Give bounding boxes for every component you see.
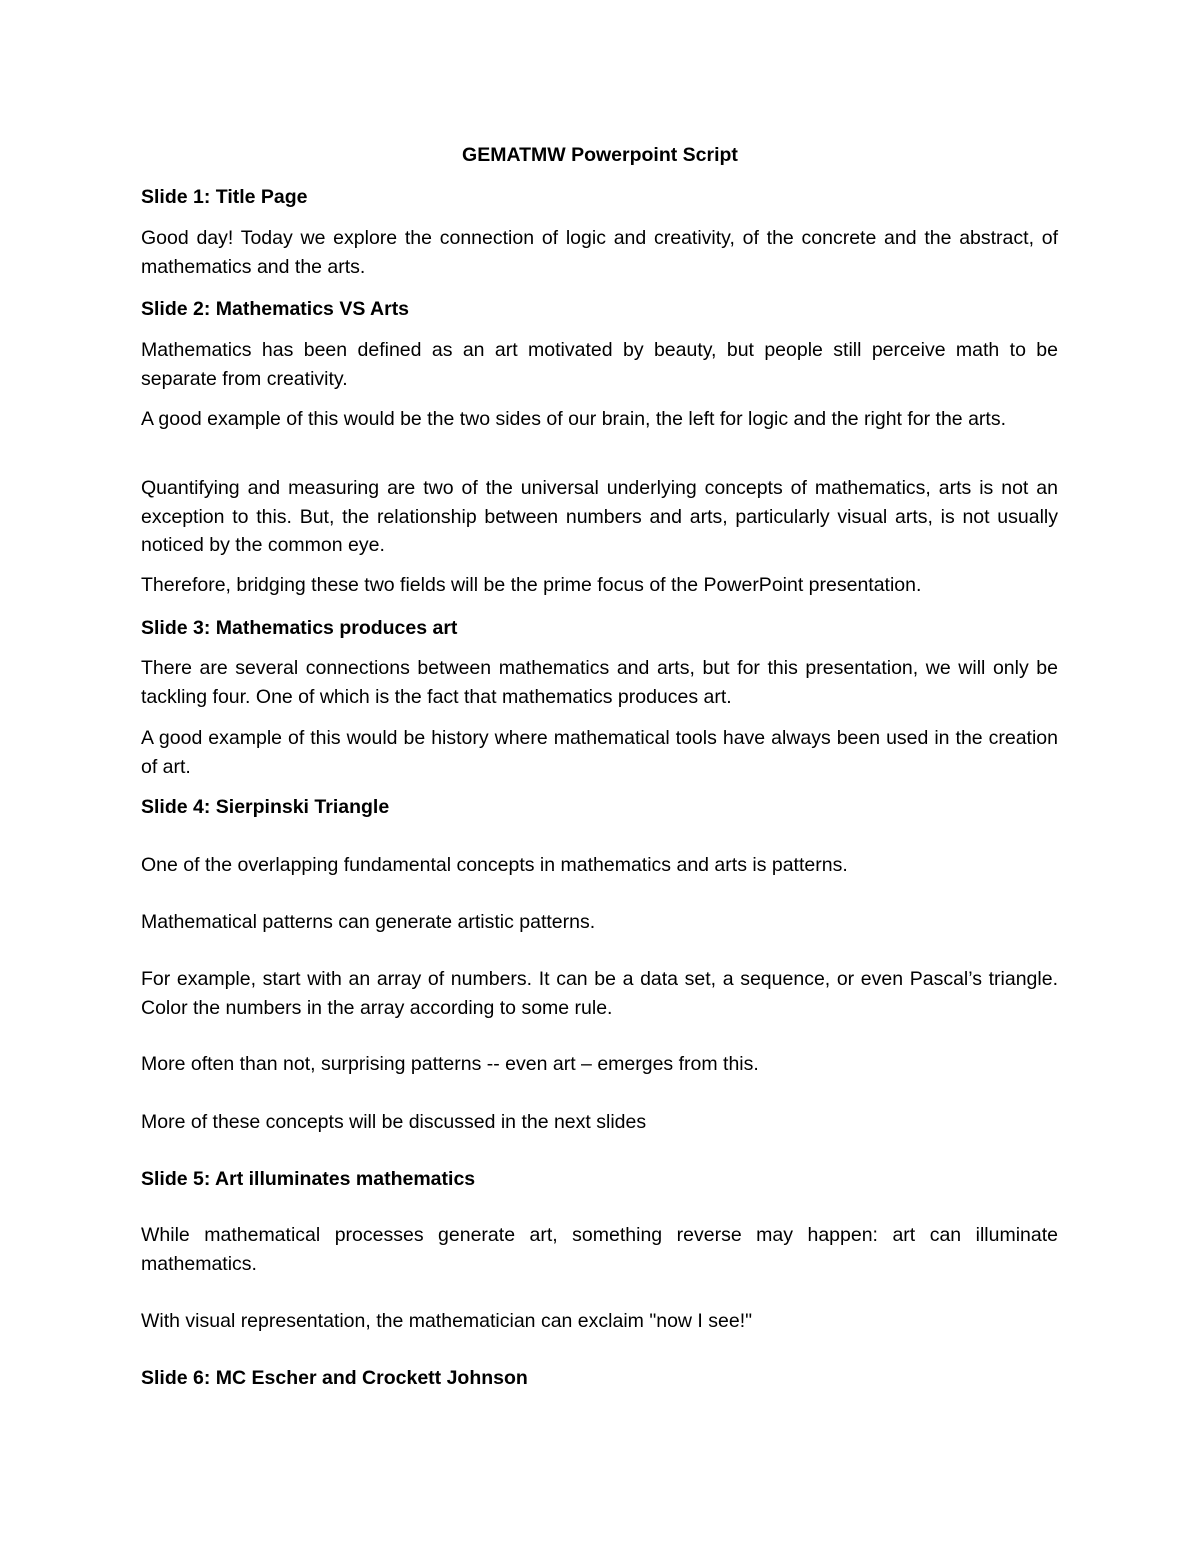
slide5-paragraph-2: With visual representation, the mathematician can exclaim "now I see!": [141, 1310, 753, 1332]
slide4-paragraph-5: More of these concepts will be discussed in the next slides: [141, 1111, 647, 1133]
slide1-heading: Slide 1: Title Page: [141, 186, 308, 208]
slide4-heading: Slide 4: Sierpinski Triangle: [141, 796, 390, 818]
slide6-heading: Slide 6: MC Escher and Crockett Johnson: [141, 1367, 528, 1389]
slide2-paragraph-3: Quantifying and measuring are two of the universal underlying concepts of mathematics, arts is not an exception to this. But, the relationship between numbers and arts, particularly visual arts, is not usually noticed by the common eye.: [141, 477, 1058, 556]
slide4-paragraph-4: More often than not, surprising patterns -- even art – emerges from this.: [141, 1053, 759, 1075]
slide2-paragraph-1: Mathematics has been defined as an art motivated by beauty, but people still perceive math to be separate from creativity.: [141, 339, 1058, 390]
slide1-paragraph-1: Good day! Today we explore the connection of logic and creativity, of the concrete and the abstract, of mathematics and the arts.: [141, 227, 1058, 278]
slide2-paragraph-4: Therefore, bridging these two fields will be the prime focus of the PowerPoint presentation.: [141, 574, 922, 596]
slide4-paragraph-2: Mathematical patterns can generate artistic patterns.: [141, 911, 596, 933]
slide3-heading: Slide 3: Mathematics produces art: [141, 617, 458, 639]
slide5-heading: Slide 5: Art illuminates mathematics: [141, 1168, 476, 1190]
slide5-paragraph-1: While mathematical processes generate art, something reverse may happen: art can illuminate mathematics.: [141, 1224, 1058, 1275]
slide4-paragraph-3: For example, start with an array of numbers. It can be a data set, a sequence, or even Pascal’s triangle. Color the numbers in the array according to some rule.: [141, 968, 1058, 1019]
slide2-heading: Slide 2: Mathematics VS Arts: [141, 298, 410, 320]
slide3-paragraph-1: There are several connections between mathematics and arts, but for this presentation, we will only be tackling four. One of which is the fact that mathematics produces art.: [141, 657, 1058, 708]
slide2-paragraph-2: A good example of this would be the two sides of our brain, the left for logic and the right for the arts.: [141, 408, 1006, 430]
document-title: GEMATMW Powerpoint Script: [462, 144, 738, 166]
slide4-paragraph-1: One of the overlapping fundamental concepts in mathematics and arts is patterns.: [141, 854, 848, 876]
slide3-paragraph-2: A good example of this would be history where mathematical tools have always been used in the creation of art.: [141, 727, 1058, 778]
